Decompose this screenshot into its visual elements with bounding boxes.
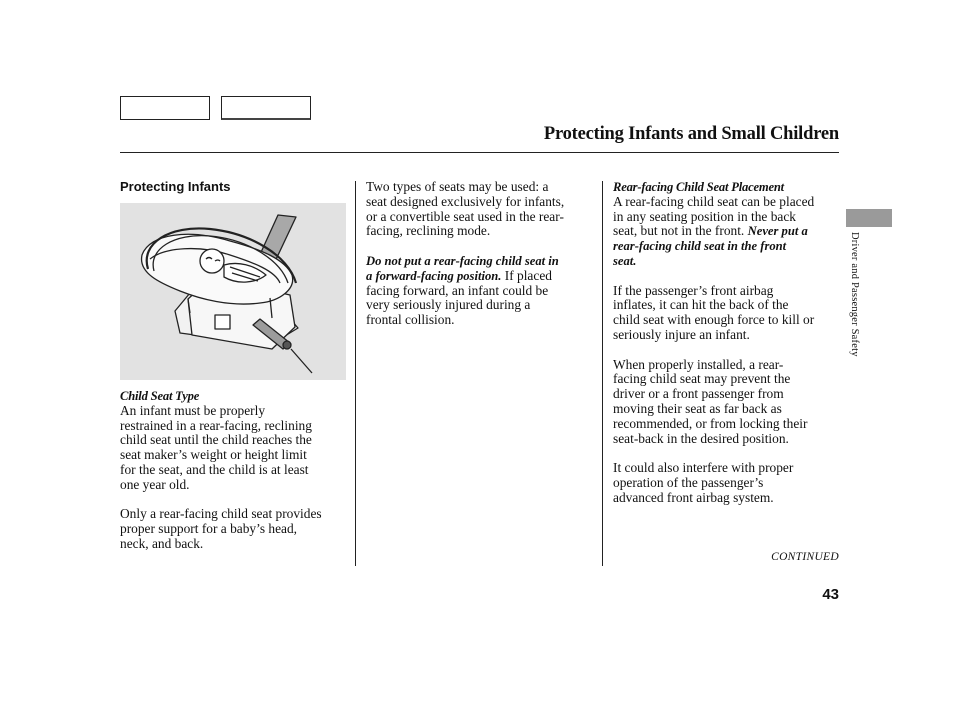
text-line: very seriously injured during a	[366, 297, 531, 313]
text-line: restrained in a rear-facing, reclining	[120, 417, 312, 433]
text-line: or a convertible seat used in the rear-	[366, 208, 564, 224]
text-line: for the seat, and the child is at least	[120, 461, 309, 477]
text-line: frontal collision.	[366, 312, 455, 328]
text-line: seat designed exclusively for infants,	[366, 193, 565, 209]
warning-line-2	[366, 269, 598, 284]
text-line: seat, but not in the front.	[613, 223, 748, 239]
text-line: proper support for a baby’s head,	[120, 521, 298, 537]
text-line: facing forward, an infant could be	[366, 282, 549, 298]
text-line: Only a rear-facing child seat provides	[120, 506, 322, 522]
infant-seat-illustration	[120, 203, 346, 380]
text-line: inflates, it can hit the back of the	[613, 297, 789, 313]
text-line: If the passenger’s front airbag	[613, 282, 774, 298]
text-line: seat-back in the desired position.	[613, 430, 789, 446]
text-line: driver or a front passenger from	[613, 386, 784, 402]
text-line: It could also interfere with proper	[613, 460, 794, 476]
placement-subheading: Rear-facing Child Seat Placement	[613, 180, 784, 194]
text-line: advanced front airbag system.	[613, 489, 774, 505]
continued-label: CONTINUED	[771, 551, 839, 563]
text-line: facing, reclining mode.	[366, 223, 491, 239]
child-seat-type-subheading: Child Seat Type	[120, 389, 200, 403]
text-line: When properly installed, a rear-	[613, 356, 784, 372]
text-line: facing child seat may prevent the	[613, 371, 791, 387]
nav-box-2[interactable]	[221, 96, 311, 120]
section-tab[interactable]	[846, 209, 892, 227]
text-line: operation of the passenger’s	[613, 474, 764, 490]
warning-text: Never put a	[747, 224, 808, 239]
column-1	[120, 180, 350, 195]
mixed-line	[613, 224, 845, 239]
column-2	[366, 180, 598, 328]
text-line: in any seating position in the back	[613, 208, 796, 224]
text-line: recommended, or from locking their	[613, 415, 808, 431]
text-line: If placed	[501, 267, 552, 283]
title-divider	[120, 152, 839, 153]
warning-text: Do not put a rear-facing child seat in	[366, 253, 559, 268]
column-divider	[602, 181, 603, 566]
warning-text: seat.	[613, 253, 637, 268]
page-title: Protecting Infants and Small Children	[543, 124, 839, 144]
text-line: child seat until the child reaches the	[120, 432, 312, 448]
text-line: seat maker’s weight or height limit	[120, 447, 307, 463]
rear-facing-infant-seat-icon	[120, 203, 346, 380]
text-line: neck, and back.	[120, 535, 204, 551]
warning-text: a forward-facing position.	[366, 268, 502, 283]
text-line: An infant must be properly	[120, 402, 266, 418]
text-line: one year old.	[120, 476, 190, 492]
nav-box-1[interactable]	[120, 96, 210, 120]
text-line: Two types of seats may be used: a	[366, 179, 549, 194]
text-line: A rear-facing child seat can be placed	[613, 193, 815, 209]
page-number: 43	[822, 586, 839, 603]
warning-text: rear-facing child seat in the front	[613, 239, 787, 254]
column-3	[613, 180, 845, 506]
text-line: seriously injure an infant.	[613, 326, 750, 342]
column-divider	[355, 181, 356, 566]
section-heading: Protecting Infants	[120, 179, 231, 194]
text-line: child seat with enough force to kill or	[613, 312, 815, 328]
section-tab-label	[846, 232, 862, 392]
section-tab-text: Driver and Passenger Safety	[849, 232, 860, 357]
column-1-body	[120, 389, 352, 552]
text-line: moving their seat as far back as	[613, 400, 782, 416]
